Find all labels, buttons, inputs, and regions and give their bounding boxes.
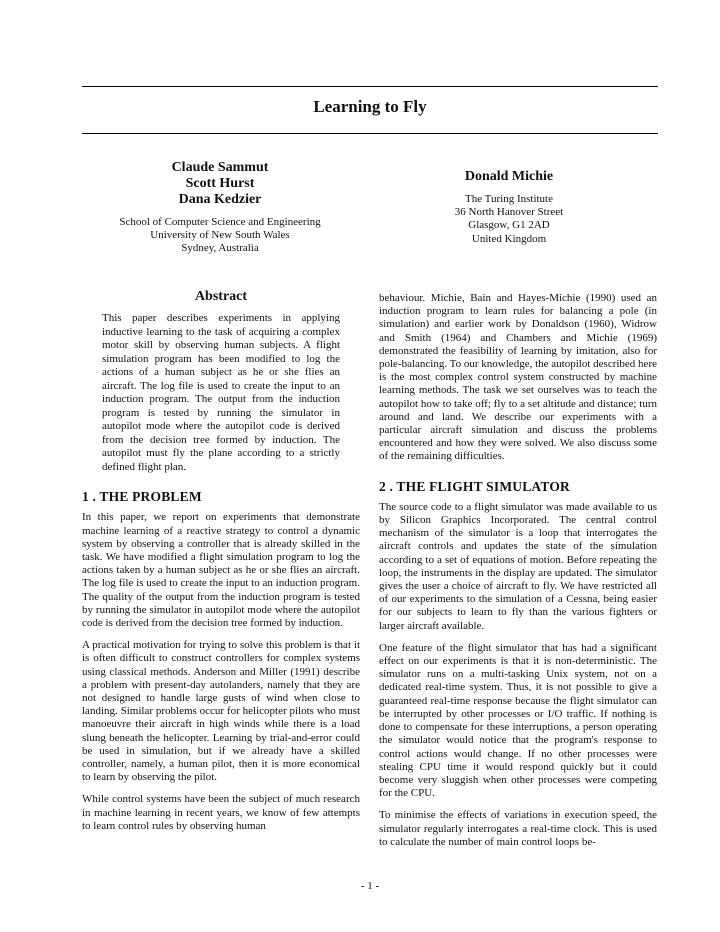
section-heading: 1 . THE PROBLEM <box>82 489 202 505</box>
section-heading: 2 . THE FLIGHT SIMULATOR <box>379 478 570 494</box>
paragraph: behaviour. Michie, Bain and Hayes-Michie (1990) used an induction program to learn rules for balancing a pole (in simulation) and earlier work by Donaldson (1960), Widrow and Smith (1964) and Chambers and Michie (1969) demonstrated the feasibility of learning by imitation, also for pole-balancing. To our knowledge, the autopilot described here is the most complex control system constructed by machine learning methods. The task we set ourselves was to teach the autopilot how to take off; fly to a set altitude and distance; turn around and land. We describe our experiments with a particular aircraft simulation and discuss the problems encountered and how they were solved. We also discuss some of the remaining difficulties. <box>379 292 657 463</box>
affiliation-line: Sydney, Australia <box>181 242 259 255</box>
affiliation-line: The Turing Institute <box>464 193 553 205</box>
author-block-right <box>370 169 648 246</box>
left-column <box>82 290 360 842</box>
author-name: Dana Kedzier <box>178 192 262 207</box>
paragraph: To minimise the effects of variations in execution speed, the simulator regularly interrogates a real-time clock. This is used to calculate the number of main control loops be- <box>379 809 657 848</box>
author-name: Claude Sammut <box>171 160 269 175</box>
affiliation-line: School of Computer Science and Engineering <box>119 216 321 228</box>
author-name: Scott Hurst <box>185 176 255 191</box>
paragraph: A practical motivation for trying to solve this problem is that it is often difficult to construct controllers for complex systems using classical methods. Anderson and Miller (1991) describe a problem with present-day autolanders, namely that they are not designed to handle large gusts of wind when close to landing. Similar problems occur for helicopter pilots who must manoeuvre their aircraft in high winds while there is a load slung beneath the helicopter. Learning by trial-and-error could be used in simulation, but if we already have a skilled controller, namely, a human pilot, then it is more economical to learn by observing the pilot. <box>82 639 360 784</box>
title-rule <box>82 133 658 134</box>
paragraph: While control systems have been the subject of much research in machine learning in recent years, we know of few attempts to learn control rules by observing human <box>82 793 360 832</box>
paragraph: The source code to a flight simulator was made available to us by Silicon Graphics Incorporated. The central control mechanism of the simulator is a loop that interrogates the aircraft controls and updates the state of the simulation according to a set of equations of motion. Before repeating the loop, the instruments in the display are updated. The simulator gives the user a choice of aircraft to fly. We have restricted all of our experiments to the simulation of a Cessna, being easier for our subjects to learn to fly than the various fighters or larger aircraft available. <box>379 500 657 632</box>
paragraph: One feature of the flight simulator that has had a significant effect on our experiments is that it is non-deterministic. The simulator runs on a multi-tasking Unix system, not on a dedicated real-time system. Thus, it is not possible to give a guaranteed real-time response because the flight simulator can be interrupted by other processes or I/O traffic. If nothing is done to compensate for these interruptions, a person operating the simulator would notice that the program's response to control actions would change. If no other processes were stealing CPU time it would respond quickly but it could become very sluggish when other processes were competing for the CPU. <box>379 641 657 800</box>
author-name: Donald Michie <box>464 169 554 184</box>
paper-title: Learning to Fly <box>313 97 427 116</box>
author-block-left <box>82 160 358 256</box>
abstract-heading: Abstract <box>194 289 248 304</box>
top-rule <box>82 86 658 87</box>
page-number: - 1 - <box>360 880 380 892</box>
right-column <box>379 292 657 858</box>
affiliation-line: Glasgow, G1 2AD <box>468 219 550 232</box>
paragraph: In this paper, we report on experiments that demonstrate machine learning of a reactive strategy to control a dynamic system by observing a controller that is already skilled in the task. We have modified a flight simulation program to log the actions taken by a human subject as he or she flies an aircraft. The log file is used to create the input to an induction program. The quality of the output from the induction program is tested by running the simulator in autopilot mode where the autopilot code is derived from the decision tree formed by induction. <box>82 511 360 630</box>
affiliation-line: 36 North Hanover Street <box>454 206 564 219</box>
affiliation-line: United Kingdom <box>471 232 547 245</box>
abstract-text: This paper describes experiments in applying inductive learning to the task of acquiring a complex motor skill by observing human subjects. A flight simulation program has been modified to log the actions of a human subject as he or she flies an aircraft. The log file is used to create the input to an induction program. The output from the induction program is tested by running the simulator in autopilot mode where the autopilot code is derived from the decision tree formed by induction. The autopilot must fly the plane according to a strictly defined flight plan. <box>102 312 340 473</box>
affiliation-line: University of New South Wales <box>150 229 290 242</box>
